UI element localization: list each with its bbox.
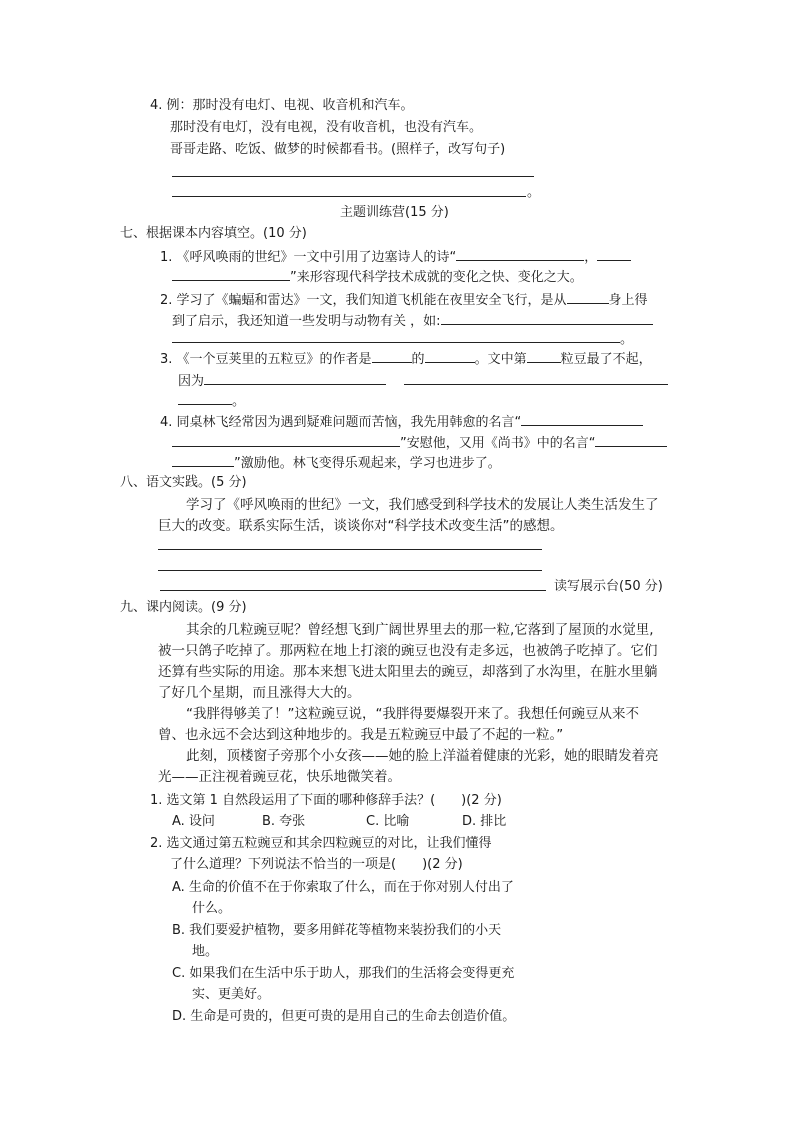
s9-q1-option-c[interactable]: C. 比喻 bbox=[366, 814, 410, 829]
s7-q2-text-b: 到了启示，我还知道一些发明与动物有关 ，如: bbox=[172, 314, 441, 329]
s8-answer-line-2[interactable] bbox=[158, 570, 542, 571]
s7-q4-line1 bbox=[160, 411, 643, 433]
passage-line-6: 曾、也永远不会达到这种地步的。我是五粒豌豆中最了不起的一粒。” bbox=[158, 727, 564, 743]
s7-q3-blank-reason-3[interactable] bbox=[178, 390, 232, 405]
s9-question-2-line2: 了什么道理？下列说法不恰当的一项是( )(2 分) bbox=[170, 857, 463, 872]
passage-line-4: 了好几个星期，而且涨得大大的。 bbox=[158, 685, 361, 701]
q4-answer-line-2[interactable] bbox=[172, 196, 526, 197]
s9-q2-option-b-line2: 地。 bbox=[192, 944, 219, 959]
q4-task: 哥哥走路、吃饭、做梦的时候都看书。(照样子，改写句子) bbox=[170, 142, 506, 157]
s7-q2-blank-3[interactable] bbox=[172, 328, 620, 343]
s7-q3-line3 bbox=[178, 390, 245, 412]
s7-q2-end: 。 bbox=[620, 332, 634, 347]
s7-q4-text-b: ”安慰他，又用《尚书》中的名言“ bbox=[400, 436, 596, 451]
s7-q2-text-a2: 身上得 bbox=[608, 293, 648, 308]
s7-q1-line2 bbox=[172, 266, 583, 288]
s7-q4-blank-4[interactable] bbox=[172, 452, 234, 467]
s7-q2-line1 bbox=[160, 289, 648, 311]
section-8-heading: 八、语文实践。(5 分) bbox=[120, 475, 247, 490]
s7-q1-blank-1[interactable] bbox=[456, 246, 584, 261]
q4-stem: 4. 例：那时没有电灯、电视、收音机和汽车。 bbox=[150, 98, 414, 113]
s9-q1-option-d[interactable]: D. 排比 bbox=[462, 814, 507, 829]
s9-q2-option-b-line1[interactable]: B. 我们要爱护植物，要多用鲜花等植物来装扮我们的小天 bbox=[172, 923, 502, 938]
s7-q2-blank-1[interactable] bbox=[567, 289, 609, 304]
s9-q1-option-b[interactable]: B. 夸张 bbox=[262, 814, 306, 829]
s9-question-2-line1: 2. 选文通过第五粒豌豆和其余四粒豌豆的对比，让我们懂得 bbox=[150, 836, 492, 851]
passage-line-3: 还算有些实际的用途。那本来想飞进太阳里去的豌豆，却落到了水沟里，在脏水里躺 bbox=[158, 664, 658, 680]
s7-q3-because: 因为 bbox=[178, 374, 205, 389]
s7-q1-blank-2[interactable] bbox=[597, 246, 631, 261]
s7-q3-cend: 。 bbox=[232, 394, 246, 409]
s7-q3-line1 bbox=[160, 348, 652, 370]
s7-q4-text-c: ”激励他。林飞变得乐观起来，学习也进步了。 bbox=[234, 456, 501, 471]
s9-question-1: 1. 选文第 1 自然段运用了下面的哪种修辞手法？( )(2 分) bbox=[150, 793, 502, 808]
s7-q4-blank-3[interactable] bbox=[595, 432, 667, 447]
s7-q3-blank-number[interactable] bbox=[527, 348, 561, 363]
section-9-heading: 九、课内阅读。(9 分) bbox=[120, 600, 247, 615]
s7-q1-text-b: ”来形容现代科学技术成就的变化之快、变化之大。 bbox=[290, 270, 583, 285]
showcase-heading: 读写展示台(50 分) bbox=[554, 579, 663, 594]
s7-q3-text-a: 3. 《一个豆荚里的五粒豆》的作者是 bbox=[160, 352, 372, 367]
s7-q1-text-a: 1. 《呼风唤雨的世纪》一文中引用了边塞诗人的诗“ bbox=[160, 250, 457, 265]
q4-example: 那时没有电灯，没有电视，没有收音机，也没有汽车。 bbox=[170, 120, 483, 135]
s9-q2-option-c-line2: 实、更美好。 bbox=[192, 987, 271, 1002]
s7-q3-blank-author-1[interactable] bbox=[372, 348, 412, 363]
s7-q1-blank-3[interactable] bbox=[172, 266, 290, 281]
s7-q3-end: 粒豆最了不起， bbox=[560, 352, 652, 367]
s7-q3-blank-author-2[interactable] bbox=[425, 348, 475, 363]
s7-q2-line3 bbox=[172, 328, 633, 350]
s9-q2-option-a-line2: 什么。 bbox=[192, 901, 232, 916]
s7-q4-text-a: 4. 同桌林飞经常因为遇到疑难问题而苦恼，我先用韩愈的名言“ bbox=[160, 415, 522, 430]
s9-q1-option-a[interactable]: A. 设问 bbox=[172, 814, 215, 829]
s8-answer-line-3[interactable] bbox=[160, 590, 546, 591]
passage-line-1: 其余的几粒豌豆呢？曾经想飞到广阔世界里去的那一粒,它落到了屋顶的水觉里, bbox=[186, 622, 654, 638]
q4-answer-line-1[interactable] bbox=[172, 176, 534, 177]
s8-paragraph-2: 巨大的改变。联系实际生活，谈谈你对“科学技术改变生活”的感想。 bbox=[158, 518, 564, 534]
theme-heading: 主题训练营(15 分) bbox=[340, 205, 449, 220]
q4-end-mark: 。 bbox=[527, 185, 541, 200]
s8-answer-line-1[interactable] bbox=[158, 549, 542, 550]
s7-q4-blank-2[interactable] bbox=[172, 432, 400, 447]
s7-q1-comma: ， bbox=[584, 250, 598, 265]
s7-q2-text-a: 2. 学习了《蝙蝠和雷达》一文，我们知道飞机能在夜里安全飞行，是从 bbox=[160, 293, 567, 308]
s7-q2-blank-2[interactable] bbox=[441, 310, 653, 325]
s8-paragraph-1: 学习了《呼风唤雨的世纪》一文，我们感受到科学技术的发展让人类生活发生了 bbox=[186, 497, 659, 513]
s7-q3-blank-reason-2[interactable] bbox=[404, 370, 668, 385]
s7-q3-mid: 。文中第 bbox=[474, 352, 527, 367]
s7-q1-line1 bbox=[160, 246, 631, 268]
section-7-heading: 七、根据课本内容填空。(10 分) bbox=[120, 226, 307, 241]
s7-q4-blank-1[interactable] bbox=[521, 411, 643, 426]
s9-q2-option-a-line1[interactable]: A. 生命的价值不在于你索取了什么，而在于你对别人付出了 bbox=[172, 880, 514, 895]
s7-q4-line3 bbox=[172, 452, 501, 474]
passage-line-8: 光——正注视着豌豆花，快乐地微笑着。 bbox=[158, 769, 401, 785]
s9-q2-option-d[interactable]: D. 生命是可贵的，但更可贵的是用自己的生命去创造价值。 bbox=[172, 1009, 516, 1024]
passage-line-5: “我胖得够美了！”这粒豌豆说，“我胖得要爆裂开来了。我想任何豌豆从来不 bbox=[186, 706, 639, 722]
s7-q3-de: 的 bbox=[411, 352, 425, 367]
s7-q4-line2 bbox=[172, 432, 667, 454]
s9-q2-option-c-line1[interactable]: C. 如果我们在生活中乐于助人，那我们的生活将会变得更充 bbox=[172, 966, 515, 981]
passage-line-7: 此刻，顶楼窗子旁那个小女孩——她的脸上洋溢着健康的光彩，她的眼睛发着亮 bbox=[186, 748, 659, 764]
s7-q3-line2 bbox=[178, 370, 668, 392]
s7-q3-blank-reason-1[interactable] bbox=[204, 370, 386, 385]
passage-line-2: 被一只鸽子吃掉了。那两粒在地上打滚的豌豆也没有走多远，也被鸽子吃掉了。它们 bbox=[158, 643, 658, 659]
